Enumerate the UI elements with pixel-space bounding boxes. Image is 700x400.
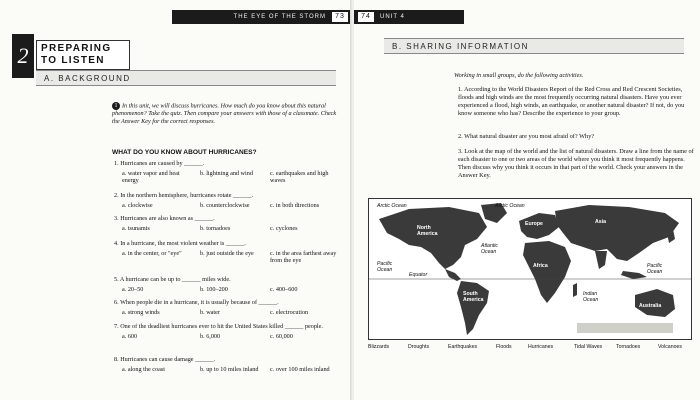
option-a: a. in the center, or "eye" xyxy=(122,249,182,257)
world-map xyxy=(368,198,692,340)
question-text: 2. In the northern hemisphere, hurricanes rotate ______. xyxy=(114,192,254,199)
label-pacific-left: Pacific Ocean xyxy=(377,261,393,273)
label-atlantic: Atlantic Ocean xyxy=(481,243,499,255)
right-page xyxy=(354,0,700,400)
activity-3: 3. Look at the map of the world and the list of natural disasters. Draw a line from the name of each disaster to one or two areas of the world where you think it most frequently happens. Then discuss why you think it occurs in that part of the world. Check your answers in the Answer Key. xyxy=(458,148,694,179)
question-7 xyxy=(114,323,344,343)
question-3 xyxy=(114,215,344,235)
disaster-droughts: Droughts xyxy=(408,344,430,350)
option-b: b. counterclockwise xyxy=(200,201,250,209)
disaster-list xyxy=(368,344,698,354)
option-b: b. 100–200 xyxy=(200,285,228,293)
option-a: a. along the coast xyxy=(122,365,165,373)
option-a: a. clockwise xyxy=(122,201,153,209)
world-map-graphic xyxy=(369,199,691,339)
disaster-volcanoes: Volcanoes xyxy=(658,344,682,350)
page-number-right: 74 xyxy=(358,12,374,22)
question-8 xyxy=(114,356,344,382)
label-europe: Europe xyxy=(525,221,543,227)
label-australia: Australia xyxy=(639,303,662,309)
question-text: 5. A hurricane can be up to ______ miles wide. xyxy=(114,276,231,283)
label-north-america: North America xyxy=(417,225,438,237)
option-b: b. just outside the eye xyxy=(200,249,254,257)
india-shape xyxy=(595,251,607,269)
option-b: b. lightning and wind xyxy=(200,169,253,177)
madagascar-shape xyxy=(573,283,577,297)
asia-shape xyxy=(555,205,679,261)
disaster-blizzards: Blizzards xyxy=(368,344,390,350)
option-b: b. tornadoes xyxy=(200,224,231,232)
option-b: b. water xyxy=(200,308,220,316)
disaster-tornadoes: Tornadoes xyxy=(616,344,641,350)
africa-shape xyxy=(523,241,571,303)
running-head-right xyxy=(354,10,464,24)
label-arctic-left: Arctic Ocean xyxy=(377,203,407,209)
north-america-shape xyxy=(379,207,487,269)
question-text: 7. One of the deadliest hurricanes ever to hit the United States killed ______ people. xyxy=(114,323,323,330)
question-text: 4. In a hurricane, the most violent weather is ______. xyxy=(114,240,246,247)
option-c: c. earthquakes and high waves xyxy=(270,169,329,184)
disaster-earthquakes: Earthquakes xyxy=(448,344,478,350)
option-b: b. up to 10 miles inland xyxy=(200,365,259,373)
disaster-hurricanes: Hurricanes xyxy=(528,344,554,350)
map-shade xyxy=(577,323,673,333)
option-c: c. in the area farthest away from the eye xyxy=(270,249,337,264)
question-text: 3. Hurricanes are also known as ______. xyxy=(114,215,215,222)
label-pacific-right: Pacific Ocean xyxy=(647,263,663,275)
disaster-floods: Floods xyxy=(496,344,512,350)
activity-1: 1. According to the World Disasters Report of the Red Cross and Red Crescent Societies, floods and high winds are the most frequently occurring natural disasters. Have you ever experienced a flood, high winds, an earthquake, or another natural disaster? If not, do you know someone who has? Describe the experience to your group. xyxy=(458,86,685,117)
option-c: c. over 100 miles inland xyxy=(270,365,330,373)
option-c: c. 400–600 xyxy=(270,285,298,293)
south-america-shape xyxy=(457,281,489,335)
page-number-left: 73 xyxy=(332,12,348,22)
question-5 xyxy=(114,276,344,296)
label-arctic-right: Arctic Ocean xyxy=(495,203,525,209)
activities-intro: Working in small groups, do the following activities. xyxy=(454,72,584,79)
option-b: b. 6,000 xyxy=(200,332,221,340)
option-a: a. 600 xyxy=(122,332,138,340)
question-text: 8. Hurricanes can cause damage ______. xyxy=(114,356,216,363)
option-c: c. cyclones xyxy=(270,224,298,232)
running-head-title: THE EYE OF THE STORM xyxy=(233,14,326,20)
question-6 xyxy=(114,299,344,319)
option-c: c. in both directions xyxy=(270,201,320,209)
label-equator: Equator xyxy=(409,272,428,278)
question-4 xyxy=(114,240,344,266)
running-head-unit: UNIT 4 xyxy=(380,14,405,20)
label-africa: Africa xyxy=(533,263,548,269)
label-asia: Asia xyxy=(595,219,606,225)
option-a: a. water vapor and heat energy xyxy=(122,169,180,184)
question-text: 6. When people die in a hurricane, it is usually because of ______. xyxy=(114,299,279,306)
option-a: a. strong winds xyxy=(122,308,160,316)
question-1 xyxy=(114,160,344,186)
option-a: a. tsunamis xyxy=(122,224,150,232)
intro-text: In this unit, we will discuss hurricanes. How much do you know about this natural phenomenon? Take the quiz. Then compare your answers with those of a classmate. Check the Answer Key for the correct responses. xyxy=(112,102,337,126)
question-text: 1. Hurricanes are caused by ______. xyxy=(114,160,205,167)
activity-2: 2. What natural disaster are you most afraid of? Why? xyxy=(458,133,595,140)
disaster-tidal-waves: Tidal Waves xyxy=(574,344,603,350)
option-c: c. electrocution xyxy=(270,308,309,316)
subsection-sharing-information: B. SHARING INFORMATION xyxy=(384,38,684,54)
label-indian: Indian Ocean xyxy=(583,291,599,303)
quiz-title: WHAT DO YOU KNOW ABOUT HURRICANES? xyxy=(112,149,257,156)
question-2 xyxy=(114,192,344,212)
option-c: c. 60,000 xyxy=(270,332,293,340)
chapter-number: 2 xyxy=(12,34,34,78)
intro-number-badge: 1 xyxy=(112,102,120,110)
option-a: a. 20–50 xyxy=(122,285,144,293)
label-south-america: South America xyxy=(463,291,484,303)
running-head-left xyxy=(172,10,352,24)
section-title: PREPARING TO LISTEN xyxy=(36,40,130,70)
subsection-background: A. BACKGROUND xyxy=(36,70,336,86)
indonesia-shape xyxy=(621,271,647,279)
intro-paragraph xyxy=(112,102,342,126)
